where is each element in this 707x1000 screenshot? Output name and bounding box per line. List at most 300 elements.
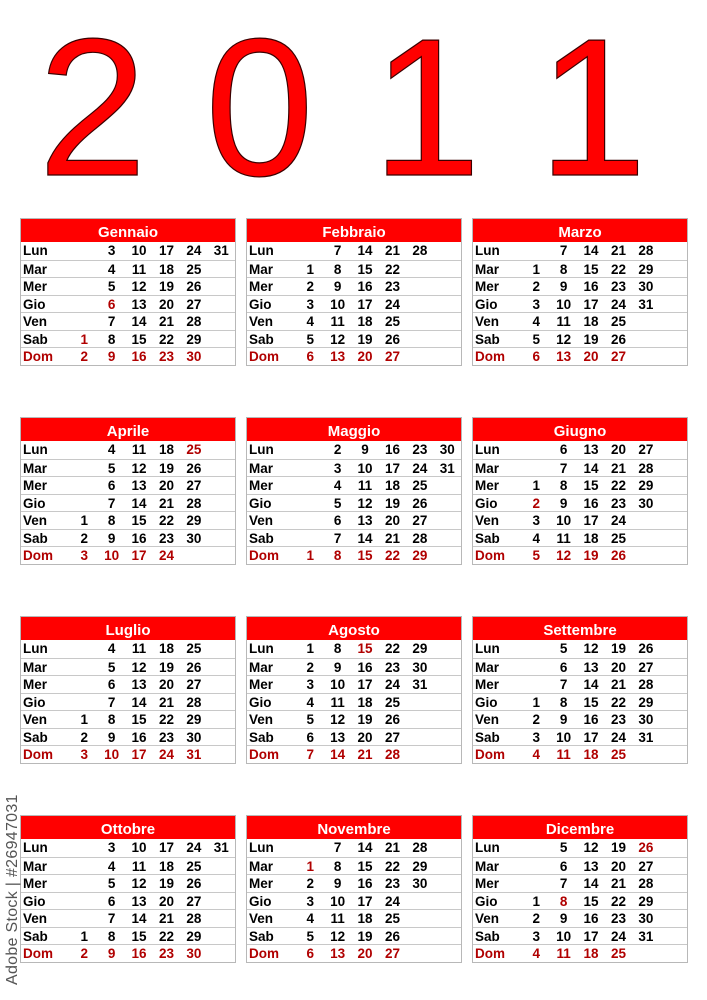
watermark-text: Adobe Stock | #26947031 (4, 794, 21, 985)
day-cell: 30 (638, 712, 654, 727)
day-cell: 20 (610, 858, 626, 874)
empty-cell (660, 839, 687, 857)
day-cell: 19 (357, 331, 373, 347)
empty-cell (180, 547, 207, 564)
empty-cell (434, 839, 461, 857)
day-cell: 16 (357, 659, 373, 675)
day-cell: 18 (583, 946, 599, 961)
day-cell: 19 (158, 876, 174, 891)
day-cell: 7 (107, 694, 116, 710)
day-cell: 19 (583, 548, 599, 563)
day-cell: 7 (333, 840, 342, 855)
empty-cell (71, 893, 98, 910)
day-cell: 3 (80, 747, 88, 762)
day-cell: 25 (186, 261, 202, 277)
day-row (473, 312, 687, 330)
day-name: Dom (23, 349, 53, 364)
day-cell: 9 (559, 712, 568, 727)
day-cell: 13 (556, 349, 572, 364)
empty-cell (434, 893, 461, 910)
day-name: Lun (475, 641, 500, 656)
day-name: Lun (23, 442, 48, 457)
day-row (473, 476, 687, 494)
day-row (473, 494, 687, 512)
month-header: Agosto (247, 617, 461, 640)
day-cell: 10 (556, 296, 572, 312)
day-cell: 27 (384, 729, 400, 745)
day-cell: 8 (107, 928, 116, 944)
day-row (473, 892, 687, 910)
empty-cell (71, 477, 98, 494)
day-name: Lun (475, 840, 500, 855)
empty-cell (660, 910, 687, 927)
day-cell: 27 (638, 858, 654, 874)
day-cell: 11 (131, 641, 147, 656)
day-cell: 21 (610, 243, 626, 258)
day-row (473, 295, 687, 313)
day-name: Dom (23, 946, 53, 961)
day-cell: 14 (357, 530, 373, 546)
day-cell: 4 (532, 530, 540, 546)
day-cell: 30 (638, 911, 654, 926)
empty-cell (660, 875, 687, 892)
day-cell: 24 (384, 893, 400, 909)
day-cell: 10 (104, 747, 120, 762)
day-name: Gio (475, 296, 498, 312)
day-cell: 27 (610, 349, 626, 364)
day-row (247, 260, 461, 278)
day-name: Mar (475, 659, 500, 675)
day-cell: 8 (333, 858, 342, 874)
empty-cell (208, 331, 235, 348)
day-cell: 4 (306, 694, 314, 710)
day-cell: 11 (556, 946, 571, 961)
day-cell: 26 (384, 928, 400, 944)
empty-cell (660, 495, 687, 512)
day-cell: 29 (412, 641, 428, 656)
day-cell: 16 (357, 279, 373, 294)
empty-cell (297, 441, 324, 459)
day-cell: 31 (439, 460, 455, 476)
day-name: Sab (23, 530, 48, 546)
day-cell: 20 (158, 478, 174, 493)
day-cell: 23 (610, 911, 626, 926)
day-cell: 10 (330, 677, 346, 692)
day-cell: 12 (330, 331, 346, 347)
day-cell: 24 (412, 460, 428, 476)
empty-cell (208, 512, 235, 529)
day-cell: 29 (412, 548, 428, 563)
day-cell: 5 (107, 279, 116, 294)
empty-cell (297, 512, 324, 529)
day-name: Ven (475, 513, 500, 528)
empty-cell (434, 530, 461, 547)
day-cell: 1 (80, 513, 88, 528)
empty-cell (660, 547, 687, 564)
day-cell: 27 (638, 659, 654, 675)
day-cell: 15 (583, 893, 599, 909)
year-digit: 2 (38, 0, 148, 217)
day-row (21, 693, 235, 711)
day-cell: 8 (559, 478, 568, 493)
empty-cell (523, 242, 550, 260)
day-cell: 9 (559, 279, 568, 294)
day-cell: 10 (131, 840, 147, 855)
day-cell: 25 (610, 946, 626, 961)
day-cell: 17 (583, 928, 599, 944)
day-cell: 6 (306, 946, 314, 961)
day-cell: 30 (186, 729, 202, 745)
day-name: Mar (249, 858, 274, 874)
day-row (247, 441, 461, 459)
day-cell: 12 (330, 928, 346, 944)
day-cell: 27 (186, 478, 202, 493)
day-cell: 18 (158, 858, 174, 874)
day-cell: 12 (583, 840, 599, 855)
day-cell: 13 (583, 442, 599, 457)
empty-cell (660, 893, 687, 910)
empty-cell (208, 261, 235, 278)
day-cell: 27 (384, 349, 400, 364)
day-cell: 28 (186, 911, 202, 926)
empty-cell (434, 746, 461, 763)
day-cell: 15 (357, 641, 373, 656)
month-agosto (246, 616, 462, 764)
empty-cell (71, 261, 98, 278)
day-name: Mar (475, 460, 500, 476)
day-cell: 22 (384, 261, 400, 277)
day-name: Lun (249, 641, 274, 656)
day-row (21, 312, 235, 330)
day-cell: 16 (583, 712, 599, 727)
day-row (21, 441, 235, 459)
day-cell: 21 (158, 314, 174, 329)
day-cell: 13 (330, 946, 346, 961)
day-name: Mar (249, 261, 274, 277)
day-cell: 14 (131, 694, 147, 710)
day-cell: 19 (610, 840, 626, 855)
day-name: Gio (23, 893, 46, 909)
day-name: Dom (249, 747, 279, 762)
day-cell: 9 (333, 659, 342, 675)
day-row (21, 675, 235, 693)
day-cell: 31 (213, 840, 229, 855)
empty-cell (406, 928, 433, 945)
day-cell: 26 (384, 712, 400, 727)
empty-cell (71, 441, 98, 459)
day-cell: 8 (107, 513, 116, 528)
day-cell: 17 (583, 296, 599, 312)
day-cell: 20 (384, 513, 400, 528)
day-cell: 16 (131, 946, 147, 961)
empty-cell (208, 460, 235, 477)
day-cell: 29 (638, 478, 654, 493)
day-cell: 11 (330, 314, 345, 329)
day-cell: 12 (131, 279, 147, 294)
day-name: Mer (475, 279, 500, 294)
day-cell: 5 (306, 928, 314, 944)
day-cell: 8 (333, 261, 342, 277)
day-name: Mer (249, 279, 274, 294)
day-cell: 7 (559, 876, 568, 891)
day-cell: 8 (107, 712, 116, 727)
day-cell: 28 (412, 243, 428, 258)
day-name: Lun (249, 243, 274, 258)
day-cell: 11 (131, 442, 147, 457)
day-cell: 26 (638, 641, 654, 656)
empty-cell (208, 676, 235, 693)
day-name: Mer (249, 677, 274, 692)
day-cell: 2 (80, 946, 88, 961)
day-cell: 4 (532, 314, 540, 329)
day-cell: 26 (186, 659, 202, 675)
day-cell: 31 (638, 928, 654, 944)
day-cell: 15 (131, 928, 147, 944)
empty-cell (434, 348, 461, 365)
month-febbraio (246, 218, 462, 366)
day-name: Sab (249, 530, 274, 546)
day-cell: 23 (384, 876, 400, 891)
day-cell: 9 (333, 279, 342, 294)
day-cell: 2 (80, 530, 88, 546)
day-cell: 7 (333, 243, 342, 258)
day-cell: 25 (610, 530, 626, 546)
day-cell: 22 (610, 261, 626, 277)
day-cell: 20 (583, 349, 599, 364)
empty-cell (297, 477, 324, 494)
day-cell: 15 (583, 478, 599, 493)
day-cell: 20 (158, 677, 174, 692)
day-cell: 28 (186, 314, 202, 329)
day-cell: 1 (532, 478, 540, 493)
day-cell: 5 (532, 331, 540, 347)
empty-cell (71, 460, 98, 477)
day-row (21, 640, 235, 658)
day-row (247, 839, 461, 857)
month-maggio (246, 417, 462, 565)
day-cell: 13 (330, 729, 346, 745)
day-cell: 13 (131, 893, 147, 909)
day-name: Dom (23, 747, 53, 762)
day-cell: 31 (186, 747, 202, 762)
day-name: Sab (23, 729, 48, 745)
day-cell: 18 (158, 641, 174, 656)
day-row (473, 546, 687, 564)
day-cell: 23 (610, 495, 626, 511)
month-header: Luglio (21, 617, 235, 640)
day-cell: 31 (213, 243, 229, 258)
day-cell: 28 (384, 747, 400, 762)
empty-cell (660, 460, 687, 477)
day-cell: 1 (306, 641, 314, 656)
empty-cell (434, 261, 461, 278)
empty-cell (660, 711, 687, 728)
day-cell: 11 (330, 694, 345, 710)
day-name: Dom (249, 946, 279, 961)
empty-cell (406, 296, 433, 313)
day-cell: 11 (556, 530, 571, 546)
day-cell: 23 (158, 530, 174, 546)
day-cell: 22 (384, 548, 400, 563)
empty-cell (208, 640, 235, 658)
day-row (247, 312, 461, 330)
day-name: Mer (475, 478, 500, 493)
month-novembre (246, 815, 462, 963)
day-cell: 1 (80, 712, 88, 727)
day-name: Mer (249, 876, 274, 891)
day-cell: 6 (559, 442, 568, 457)
day-name: Ven (475, 911, 500, 926)
day-name: Sab (475, 928, 500, 944)
empty-cell (660, 477, 687, 494)
day-cell: 24 (610, 729, 626, 745)
day-cell: 29 (638, 893, 654, 909)
day-name: Ven (23, 911, 48, 926)
day-cell: 17 (357, 296, 373, 312)
day-cell: 3 (107, 243, 116, 258)
month-header: Settembre (473, 617, 687, 640)
day-name: Mer (475, 876, 500, 891)
day-cell: 22 (610, 478, 626, 493)
empty-cell (71, 676, 98, 693)
day-cell: 26 (610, 331, 626, 347)
day-cell: 28 (412, 530, 428, 546)
day-cell: 25 (610, 747, 626, 762)
day-row (21, 242, 235, 260)
day-cell: 21 (384, 530, 400, 546)
day-row (247, 892, 461, 910)
empty-cell (71, 858, 98, 875)
day-name: Lun (23, 840, 48, 855)
day-cell: 9 (361, 442, 369, 457)
day-cell: 31 (638, 729, 654, 745)
day-cell: 24 (610, 513, 626, 528)
day-row (21, 494, 235, 512)
day-name: Mar (249, 460, 274, 476)
day-cell: 13 (357, 513, 373, 528)
month-marzo (472, 218, 688, 366)
day-cell: 21 (158, 911, 174, 926)
day-cell: 17 (131, 548, 147, 563)
month-header: Febbraio (247, 219, 461, 242)
month-header: Novembre (247, 816, 461, 839)
day-name: Lun (23, 243, 48, 258)
day-name: Gio (249, 694, 272, 710)
day-row (473, 693, 687, 711)
day-cell: 17 (357, 677, 373, 692)
day-cell: 3 (306, 893, 314, 909)
empty-cell (406, 893, 433, 910)
day-row (21, 658, 235, 676)
day-cell: 16 (357, 876, 373, 891)
day-row (21, 546, 235, 564)
day-cell: 10 (131, 243, 147, 258)
day-cell: 2 (80, 349, 88, 364)
day-cell: 3 (532, 928, 540, 944)
day-row (247, 658, 461, 676)
day-cell: 1 (532, 261, 540, 277)
day-cell: 4 (532, 747, 540, 762)
day-cell: 24 (158, 747, 174, 762)
day-name: Mar (23, 460, 48, 476)
day-row (247, 927, 461, 945)
day-cell: 3 (532, 296, 540, 312)
day-cell: 20 (158, 893, 174, 909)
day-cell: 7 (559, 243, 568, 258)
day-cell: 4 (107, 442, 116, 457)
empty-cell (434, 858, 461, 875)
day-row (473, 944, 687, 962)
day-cell: 25 (186, 641, 202, 656)
empty-cell (71, 839, 98, 857)
day-cell: 27 (412, 513, 428, 528)
day-cell: 17 (357, 893, 373, 909)
empty-cell (434, 477, 461, 494)
day-cell: 10 (104, 548, 120, 563)
empty-cell (208, 711, 235, 728)
empty-cell (297, 530, 324, 547)
day-cell: 9 (107, 946, 116, 961)
empty-cell (71, 313, 98, 330)
day-row (473, 874, 687, 892)
day-cell: 5 (306, 331, 314, 347)
empty-cell (297, 242, 324, 260)
day-cell: 25 (384, 911, 400, 926)
day-cell: 1 (306, 548, 314, 563)
empty-cell (434, 875, 461, 892)
empty-cell (71, 296, 98, 313)
day-cell: 5 (107, 460, 116, 476)
empty-cell (632, 530, 659, 547)
empty-cell (208, 729, 235, 746)
day-cell: 1 (532, 694, 540, 710)
day-cell: 24 (610, 296, 626, 312)
day-row (247, 330, 461, 348)
day-name: Mer (23, 677, 48, 692)
day-cell: 21 (610, 677, 626, 692)
empty-cell (523, 640, 550, 658)
day-cell: 10 (357, 460, 373, 476)
day-row (473, 260, 687, 278)
empty-cell (523, 875, 550, 892)
day-cell: 28 (638, 460, 654, 476)
day-cell: 11 (556, 747, 571, 762)
day-cell: 19 (158, 460, 174, 476)
empty-cell (406, 694, 433, 711)
day-cell: 14 (583, 243, 599, 258)
day-cell: 14 (131, 314, 147, 329)
month-luglio (20, 616, 236, 764)
day-cell: 28 (186, 694, 202, 710)
day-cell: 4 (107, 261, 116, 277)
day-row (21, 909, 235, 927)
day-cell: 29 (638, 694, 654, 710)
day-cell: 15 (131, 712, 147, 727)
day-cell: 12 (556, 548, 572, 563)
day-name: Gio (249, 893, 272, 909)
day-cell: 12 (357, 495, 373, 511)
day-cell: 30 (186, 349, 202, 364)
day-cell: 6 (107, 893, 116, 909)
empty-cell (406, 711, 433, 728)
empty-cell (660, 945, 687, 962)
day-cell: 17 (158, 840, 174, 855)
day-cell: 27 (186, 893, 202, 909)
day-cell: 2 (532, 495, 540, 511)
day-cell: 8 (559, 261, 568, 277)
day-row (473, 242, 687, 260)
day-cell: 4 (333, 478, 342, 493)
